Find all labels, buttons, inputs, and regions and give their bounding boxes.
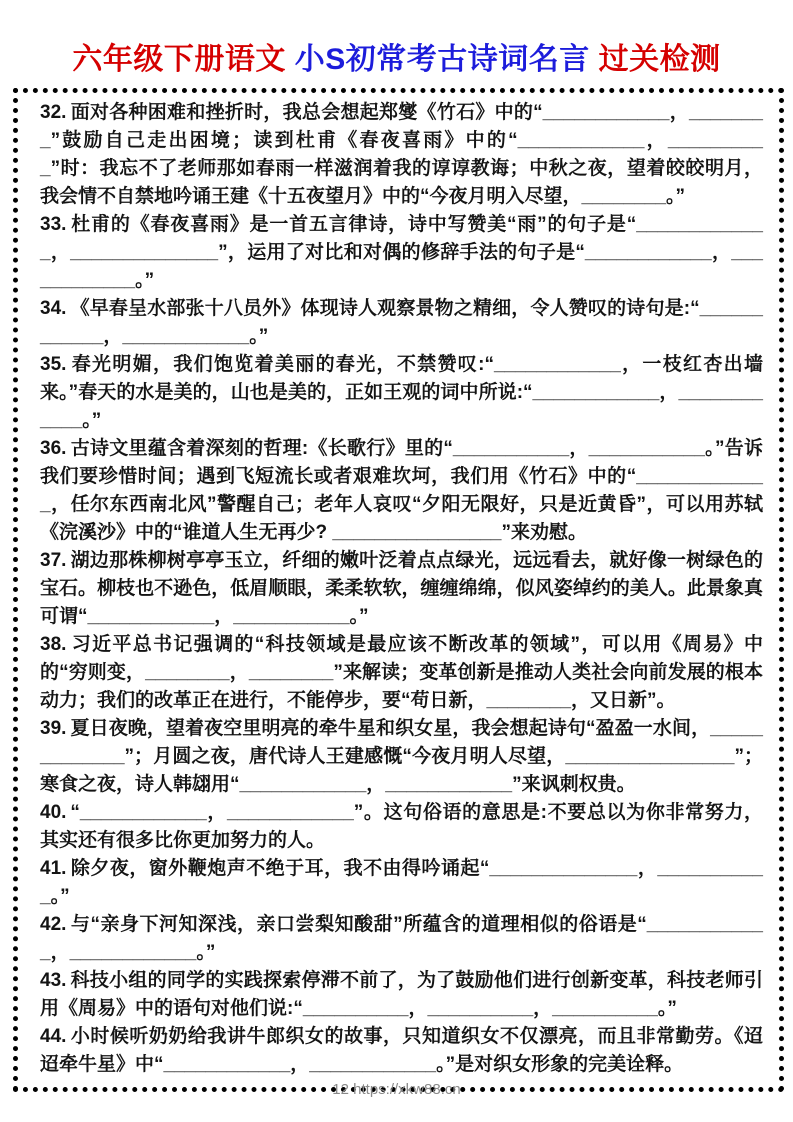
question-number: 42. xyxy=(40,914,67,935)
question-item xyxy=(40,799,763,855)
question-number: 35. xyxy=(40,354,67,375)
question-text: 小时候听奶奶给我讲牛郎织女的故事，只知道织女不仅漂亮，而且非常勤劳。《迢迢牵牛星》中“____________，____________。”是对织女形象的完美诠释。 xyxy=(40,1026,763,1075)
question-item xyxy=(40,967,763,1023)
question-text: 科技小组的同学的实践探索停滞不前了，为了鼓励他们进行创新变革，科技老师引用《周易》中的语句对他们说:“__________，__________，__________。” xyxy=(40,970,763,1019)
question-list xyxy=(40,99,763,1079)
question-number: 44. xyxy=(40,1026,67,1047)
question-number: 43. xyxy=(40,970,67,991)
question-item xyxy=(40,295,763,351)
question-item xyxy=(40,435,763,547)
question-text: 杜甫的《春夜喜雨》是一首五言律诗，诗中写赞美“雨”的句子是“_____________，______________”，运用了对比和对偶的修辞手法的句子是“____________，____________。” xyxy=(40,214,763,291)
question-item xyxy=(40,911,763,967)
footer-page-url-text: 12 https://xkw88.cn xyxy=(332,1081,461,1098)
footer-watermark xyxy=(0,1081,793,1098)
question-text: 湖边那株柳树亭亭玉立，纤细的嫩叶泛着点点绿光，远远看去，就好像一树绿色的宝石。柳枝也不逊色，低眉顺眼，柔柔软软，缠缠绵绵，似风姿绰约的美人。此景象真可谓“____________，___________。” xyxy=(40,550,763,627)
question-text: 古诗文里蕴含着深刻的哲理:《长歌行》里的“___________，___________。”告诉我们要珍惜时间；遇到飞短流长或者艰难坎坷，我们用《竹石》中的“_____________，任尔东西南北风”警醒自己；老年人哀叹“夕阳无限好，只是近黄昏”，可以用苏轼《浣溪沙》中的“谁道人生无再少? ________________”来劝慰。 xyxy=(40,438,763,543)
question-number: 37. xyxy=(40,550,67,571)
question-item xyxy=(40,211,763,295)
question-item xyxy=(40,547,763,631)
question-number: 36. xyxy=(40,438,67,459)
question-text: 面对各种困难和挫折时，我总会想起郑燮《竹石》中的“____________，________”鼓励自己走出困境；读到杜甫《春夜喜雨》中的“____________，__________”时：我忘不了老师那如春雨一样滋润着我的谆谆教诲；中秋之夜，望着皎皎明月，我会情不自禁地吟诵王建《十五夜望月》中的“今夜月明入尽望，________。” xyxy=(40,102,763,207)
question-number: 33. xyxy=(40,214,67,235)
question-text: 除夕夜，窗外鞭炮声不绝于耳，我不由得吟诵起“______________，___________。” xyxy=(40,858,763,907)
title-segment: 六年级下册语文 xyxy=(72,43,286,76)
question-number: 34. xyxy=(40,298,67,319)
question-number: 32. xyxy=(40,102,67,123)
question-item xyxy=(40,1023,763,1079)
question-item xyxy=(40,855,763,911)
worksheet-dotted-frame xyxy=(13,88,784,1092)
question-item xyxy=(40,351,763,435)
title-segment: 小S初常考古诗词名言 xyxy=(294,43,590,76)
question-item xyxy=(40,99,763,211)
title-segment: 过关检测 xyxy=(598,43,721,76)
question-item xyxy=(40,631,763,715)
question-number: 40. xyxy=(40,802,67,823)
question-text: 习近平总书记强调的“科技领域是最应该不断改革的领域”，可以用《周易》中的“穷则变，________，________”来解读；变革创新是推动人类社会向前发展的根本动力；我们的改革正在进行，不能停步，要“苟日新，________，又日新”。 xyxy=(40,634,763,711)
question-text: 与“亲身下河知深浅，亲口尝梨知酸甜”所蕴含的道理相似的俗语是“____________，____________。” xyxy=(40,914,763,963)
question-number: 41. xyxy=(40,858,67,879)
question-item xyxy=(40,715,763,799)
question-number: 38. xyxy=(40,634,67,655)
page-title xyxy=(0,34,793,78)
question-text: “____________，____________”。这句俗语的意思是:不要总以为你非常努力，其实还有很多比你更加努力的人。 xyxy=(40,802,763,851)
question-text: 夏日夜晚，望着夜空里明亮的牵牛星和织女星，我会想起诗句“盈盈一水间，_____________”；月圆之夜，唐代诗人王建感慨“今夜月明人尽望，________________”；寒食之夜，诗人韩翃用“____________，____________”来讽刺权贵。 xyxy=(40,718,763,795)
question-number: 39. xyxy=(40,718,67,739)
question-text: 春光明媚，我们饱览着美丽的春光，不禁赞叹:“____________，一枝红杏出墙来。”春天的水是美的，山也是美的，正如王观的词中所说:“____________，____________。” xyxy=(40,354,763,431)
question-text: 《早春呈水部张十八员外》体现诗人观察景物之精细，令人赞叹的诗句是:“____________，____________。” xyxy=(40,298,763,347)
